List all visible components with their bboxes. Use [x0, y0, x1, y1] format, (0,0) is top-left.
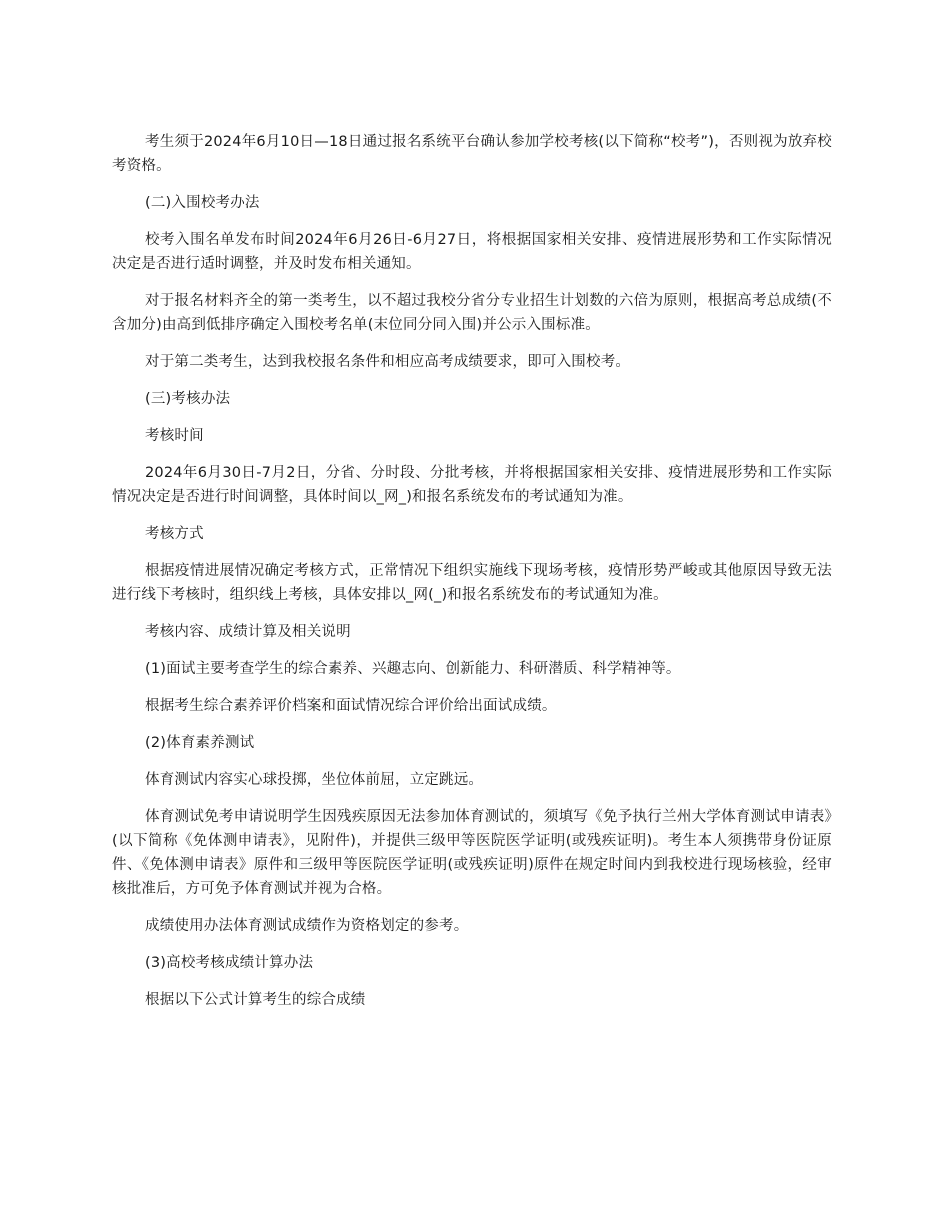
paragraph-assessment-time: 2024年6月30日-7月2日，分省、分时段、分批考核，并将根据国家相关安排、疫情进展形势和工作实际情况决定是否进行时间调整，具体时间以_网_)和报名系统发布的考试通知为准。 — [112, 465, 832, 505]
paragraph-pe-content: 体育测试内容实心球投掷，坐位体前屈，立定跳远。 — [145, 772, 484, 788]
paragraph-second-category: 对于第二类考生，达到我校报名条件和相应高考成绩要求，即可入围校考。 — [145, 354, 631, 370]
paragraph-exam-confirmation: 考生须于2024年6月10日—18日通过报名系统平台确认参加学校考核(以下简称“校考”)，否则视为放弃校考资格。 — [112, 134, 832, 174]
paragraph-formula-intro: 根据以下公式计算考生的综合成绩 — [145, 992, 366, 1008]
paragraph-assessment-method: 根据疫情进展情况确定考核方式，正常情况下组织实施线下现场考核，疫情形势严峻或其他原因导致无法进行线下考核时，组织线上考核，具体安排以_网(_)和报名系统发布的考试通知为准。 — [112, 563, 832, 603]
paragraph-shortlist-release: 校考入围名单发布时间2024年6月26日-6月27日，将根据国家相关安排、疫情进展形势和工作实际情况决定是否进行适时调整，并及时发布相关通知。 — [112, 232, 832, 272]
paragraph-interview: (1)面试主要考查学生的综合素养、兴趣志向、创新能力、科研潜质、科学精神等。 — [145, 661, 681, 677]
section-heading-assessment: (三)考核办法 — [145, 391, 231, 407]
paragraph-pe-score-usage: 成绩使用办法体育测试成绩作为资格划定的参考。 — [145, 918, 469, 934]
subheading-assessment-method: 考核方式 — [145, 526, 204, 542]
document-body — [112, 130, 832, 1025]
section-heading-shortlist: (二)入围校考办法 — [145, 195, 260, 211]
subheading-assessment-time: 考核时间 — [145, 428, 204, 444]
paragraph-interview-score: 根据考生综合素养评价档案和面试情况综合评价给出面试成绩。 — [145, 698, 557, 714]
subheading-content-scoring: 考核内容、成绩计算及相关说明 — [145, 624, 351, 640]
subheading-score-calculation: (3)高校考核成绩计算办法 — [145, 955, 314, 971]
paragraph-pe-exemption: 体育测试免考申请说明学生因残疾原因无法参加体育测试的，须填写《免予执行兰州大学体育测试申请表》(以下简称《免体测申请表》，见附件)，并提供三级甲等医院医学证明(或残疾证明)。考生本人须携带身份证原件、《免体测申请表》原件和三级甲等医院医学证明(或残疾证明)原件在规定时间内到我校进行现场核验，经审核批准后，方可免予体育测试并视为合格。 — [112, 809, 832, 897]
paragraph-first-category: 对于报名材料齐全的第一类考生，以不超过我校分省分专业招生计划数的六倍为原则，根据高考总成绩(不含加分)由高到低排序确定入围校考名单(末位同分同入围)并公示入围标准。 — [112, 293, 832, 333]
subheading-pe-test: (2)体育素养测试 — [145, 735, 255, 751]
